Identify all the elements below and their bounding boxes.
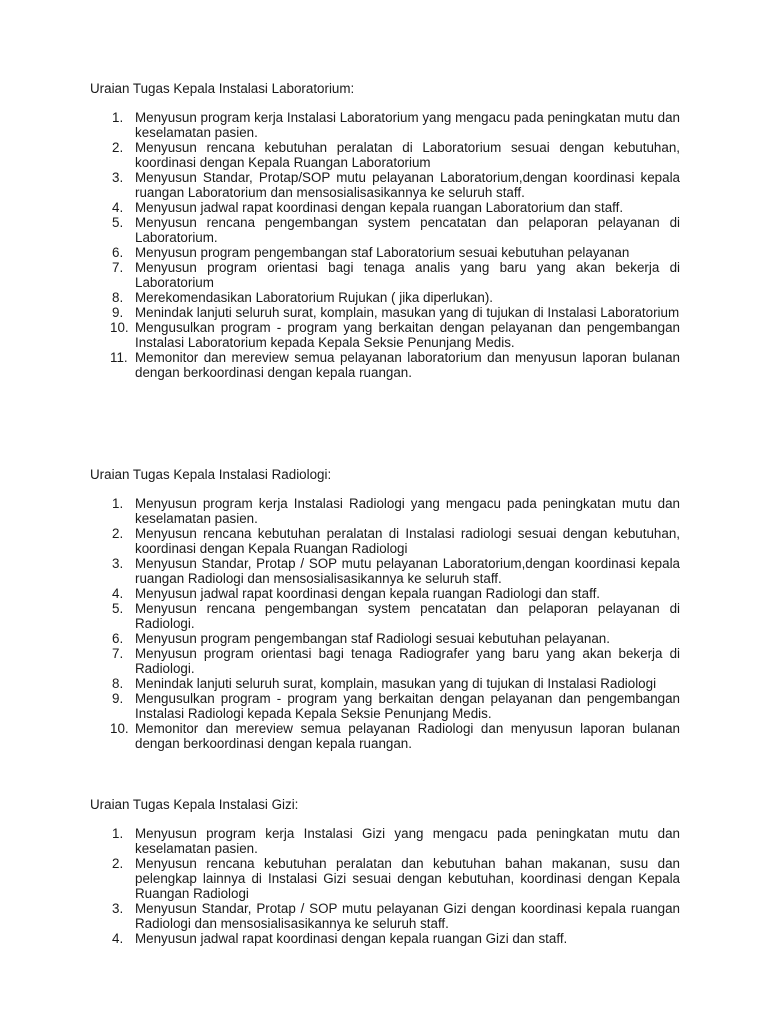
item-number: 4.: [112, 931, 124, 946]
item-text: Menyusun jadwal rapat koordinasi dengan kepala ruangan Radiologi dan staff.: [135, 586, 601, 601]
item-text: Menyusun program pengembangan staf Laboratorium sesuai kebutuhan pelayanan: [135, 245, 630, 260]
item-number: 7.: [112, 646, 124, 661]
list-item: [90, 350, 680, 380]
item-number: 7.: [112, 260, 124, 275]
item-text: Mengusulkan program - program yang berkaitan dengan pelayanan dan pengembangan Instalasi Radiologi kepada Kepala Seksie Penunjang Medis.: [135, 691, 680, 721]
section-gizi: [90, 797, 680, 946]
list-item: [90, 305, 680, 320]
list-item: [90, 556, 680, 586]
item-text: Merekomendasikan Laboratorium Rujukan ( jika diperlukan).: [135, 290, 494, 305]
item-number: 3.: [112, 556, 124, 571]
item-text: Menyusun rencana pengembangan system pencatatan dan pelaporan pelayanan di Radiologi.: [135, 601, 680, 631]
item-number: 4.: [112, 586, 124, 601]
item-number: 5.: [112, 215, 124, 230]
item-number: 10.: [110, 320, 129, 335]
list-item: [90, 721, 680, 751]
item-number: 10.: [110, 721, 129, 736]
list-item: [90, 496, 680, 526]
item-text: Menyusun rencana kebutuhan peralatan dan kebutuhan bahan makanan, susu dan pelengkap lainnya di Instalasi Gizi sesuai dengan kebutuhan, koordinasi dengan Kepala Ruangan Radiologi: [135, 856, 680, 901]
item-text: Menindak lanjuti seluruh surat, komplain, masukan yang di tujukan di Instalasi Laboratorium: [135, 305, 680, 320]
item-text: Memonitor dan mereview semua pelayanan Radiologi dan menyusun laporan bulanan dengan berkoordinasi dengan kepala ruangan.: [135, 721, 680, 751]
list-item: [90, 526, 680, 556]
item-number: 2.: [112, 526, 124, 541]
list-item: [90, 320, 680, 350]
item-text: Menyusun jadwal rapat koordinasi dengan kepala ruangan Laboratorium dan staff.: [135, 200, 624, 215]
item-number: 9.: [112, 691, 124, 706]
list-item: [90, 290, 680, 305]
item-number: 2.: [112, 856, 124, 871]
item-number: 6.: [112, 245, 124, 260]
item-text: Menyusun rencana kebutuhan peralatan di Instalasi radiologi sesuai dengan kebutuhan, koordinasi dengan Kepala Ruangan Radiologi: [135, 526, 680, 556]
list-item: [90, 856, 680, 901]
item-text: Menyusun program pengembangan staf Radiologi sesuai kebutuhan pelayanan.: [135, 631, 610, 646]
item-number: 1.: [112, 496, 124, 511]
section-heading: Uraian Tugas Kepala Instalasi Laboratorium:: [90, 81, 355, 96]
section-heading: Uraian Tugas Kepala Instalasi Gizi:: [90, 797, 299, 812]
item-number: 4.: [112, 200, 124, 215]
list-item: [90, 901, 680, 931]
item-text: Menyusun program kerja Instalasi Laboratorium yang mengacu pada peningkatan mutu dan keselamatan pasien.: [135, 110, 680, 140]
list-item: [90, 110, 680, 140]
section-radiologi: [90, 467, 680, 751]
list-item: [90, 260, 680, 290]
item-number: 8.: [112, 676, 124, 691]
list-item: [90, 215, 680, 245]
item-text: Menyusun program kerja Instalasi Gizi yang mengacu pada peningkatan mutu dan keselamatan pasien.: [135, 826, 680, 856]
item-number: 8.: [112, 290, 124, 305]
item-text: Menyusun rencana pengembangan system pencatatan dan pelaporan pelayanan di Laboratorium.: [135, 215, 680, 245]
item-number: 9.: [112, 305, 124, 320]
item-text: Menyusun rencana kebutuhan peralatan di Laboratorium sesuai dengan kebutuhan, koordinasi dengan Kepala Ruangan Laboratorium: [135, 140, 680, 170]
item-text: Memonitor dan mereview semua pelayanan laboratorium dan menyusun laporan bulanan dengan berkoordinasi dengan kepala ruangan.: [135, 350, 680, 380]
item-text: Menyusun Standar, Protap / SOP mutu pelayanan Gizi dengan koordinasi kepala ruangan Radiologi dan mensosialisasikannya ke seluruh staff.: [135, 901, 680, 931]
section-laboratorium: [90, 81, 680, 380]
item-number: 3.: [112, 901, 124, 916]
list-item: [90, 691, 680, 721]
task-list: [90, 496, 680, 751]
task-list: [90, 826, 680, 946]
item-text: Menyusun Standar, Protap/SOP mutu pelayanan Laboratorium,dengan koordinasi kepala ruangan Laboratorium dan mensosialisasikannya ke seluruh staff.: [135, 170, 680, 200]
list-item: [90, 631, 680, 646]
task-list: [90, 110, 680, 380]
item-number: 11.: [110, 350, 128, 365]
list-item: [90, 140, 680, 170]
list-item: [90, 170, 680, 200]
item-text: Menyusun program kerja Instalasi Radiologi yang mengacu pada peningkatan mutu dan keselamatan pasien.: [135, 496, 680, 526]
list-item: [90, 200, 680, 215]
list-item: [90, 245, 680, 260]
list-item: [90, 931, 680, 946]
item-text: Menyusun program orientasi bagi tenaga analis yang baru yang akan bekerja di Laboratorium: [135, 260, 680, 290]
item-text: Menyusun program orientasi bagi tenaga Radiografer yang baru yang akan bekerja di Radiologi.: [135, 646, 680, 676]
item-text: Menyusun Standar, Protap / SOP mutu pelayanan Laboratorium,dengan koordinasi kepala ruangan Radiologi dan mensosialisasikannya ke seluruh staff.: [135, 556, 680, 586]
item-text: Menyusun jadwal rapat koordinasi dengan kepala ruangan Gizi dan staff.: [135, 931, 568, 946]
item-number: 1.: [112, 110, 124, 125]
item-number: 2.: [112, 140, 124, 155]
item-number: 3.: [112, 170, 124, 185]
item-text: Menindak lanjuti seluruh surat, komplain, masukan yang di tujukan di Instalasi Radiologi: [135, 676, 657, 691]
list-item: [90, 826, 680, 856]
list-item: [90, 646, 680, 676]
item-number: 1.: [112, 826, 124, 841]
list-item: [90, 601, 680, 631]
item-number: 6.: [112, 631, 124, 646]
item-text: Mengusulkan program - program yang berkaitan dengan pelayanan dan pengembangan Instalasi Laboratorium kepada Kepala Seksie Penunjang Medis.: [135, 320, 680, 350]
section-heading: Uraian Tugas Kepala Instalasi Radiologi:: [90, 467, 332, 482]
list-item: [90, 586, 680, 601]
list-item: [90, 676, 680, 691]
item-number: 5.: [112, 601, 124, 616]
